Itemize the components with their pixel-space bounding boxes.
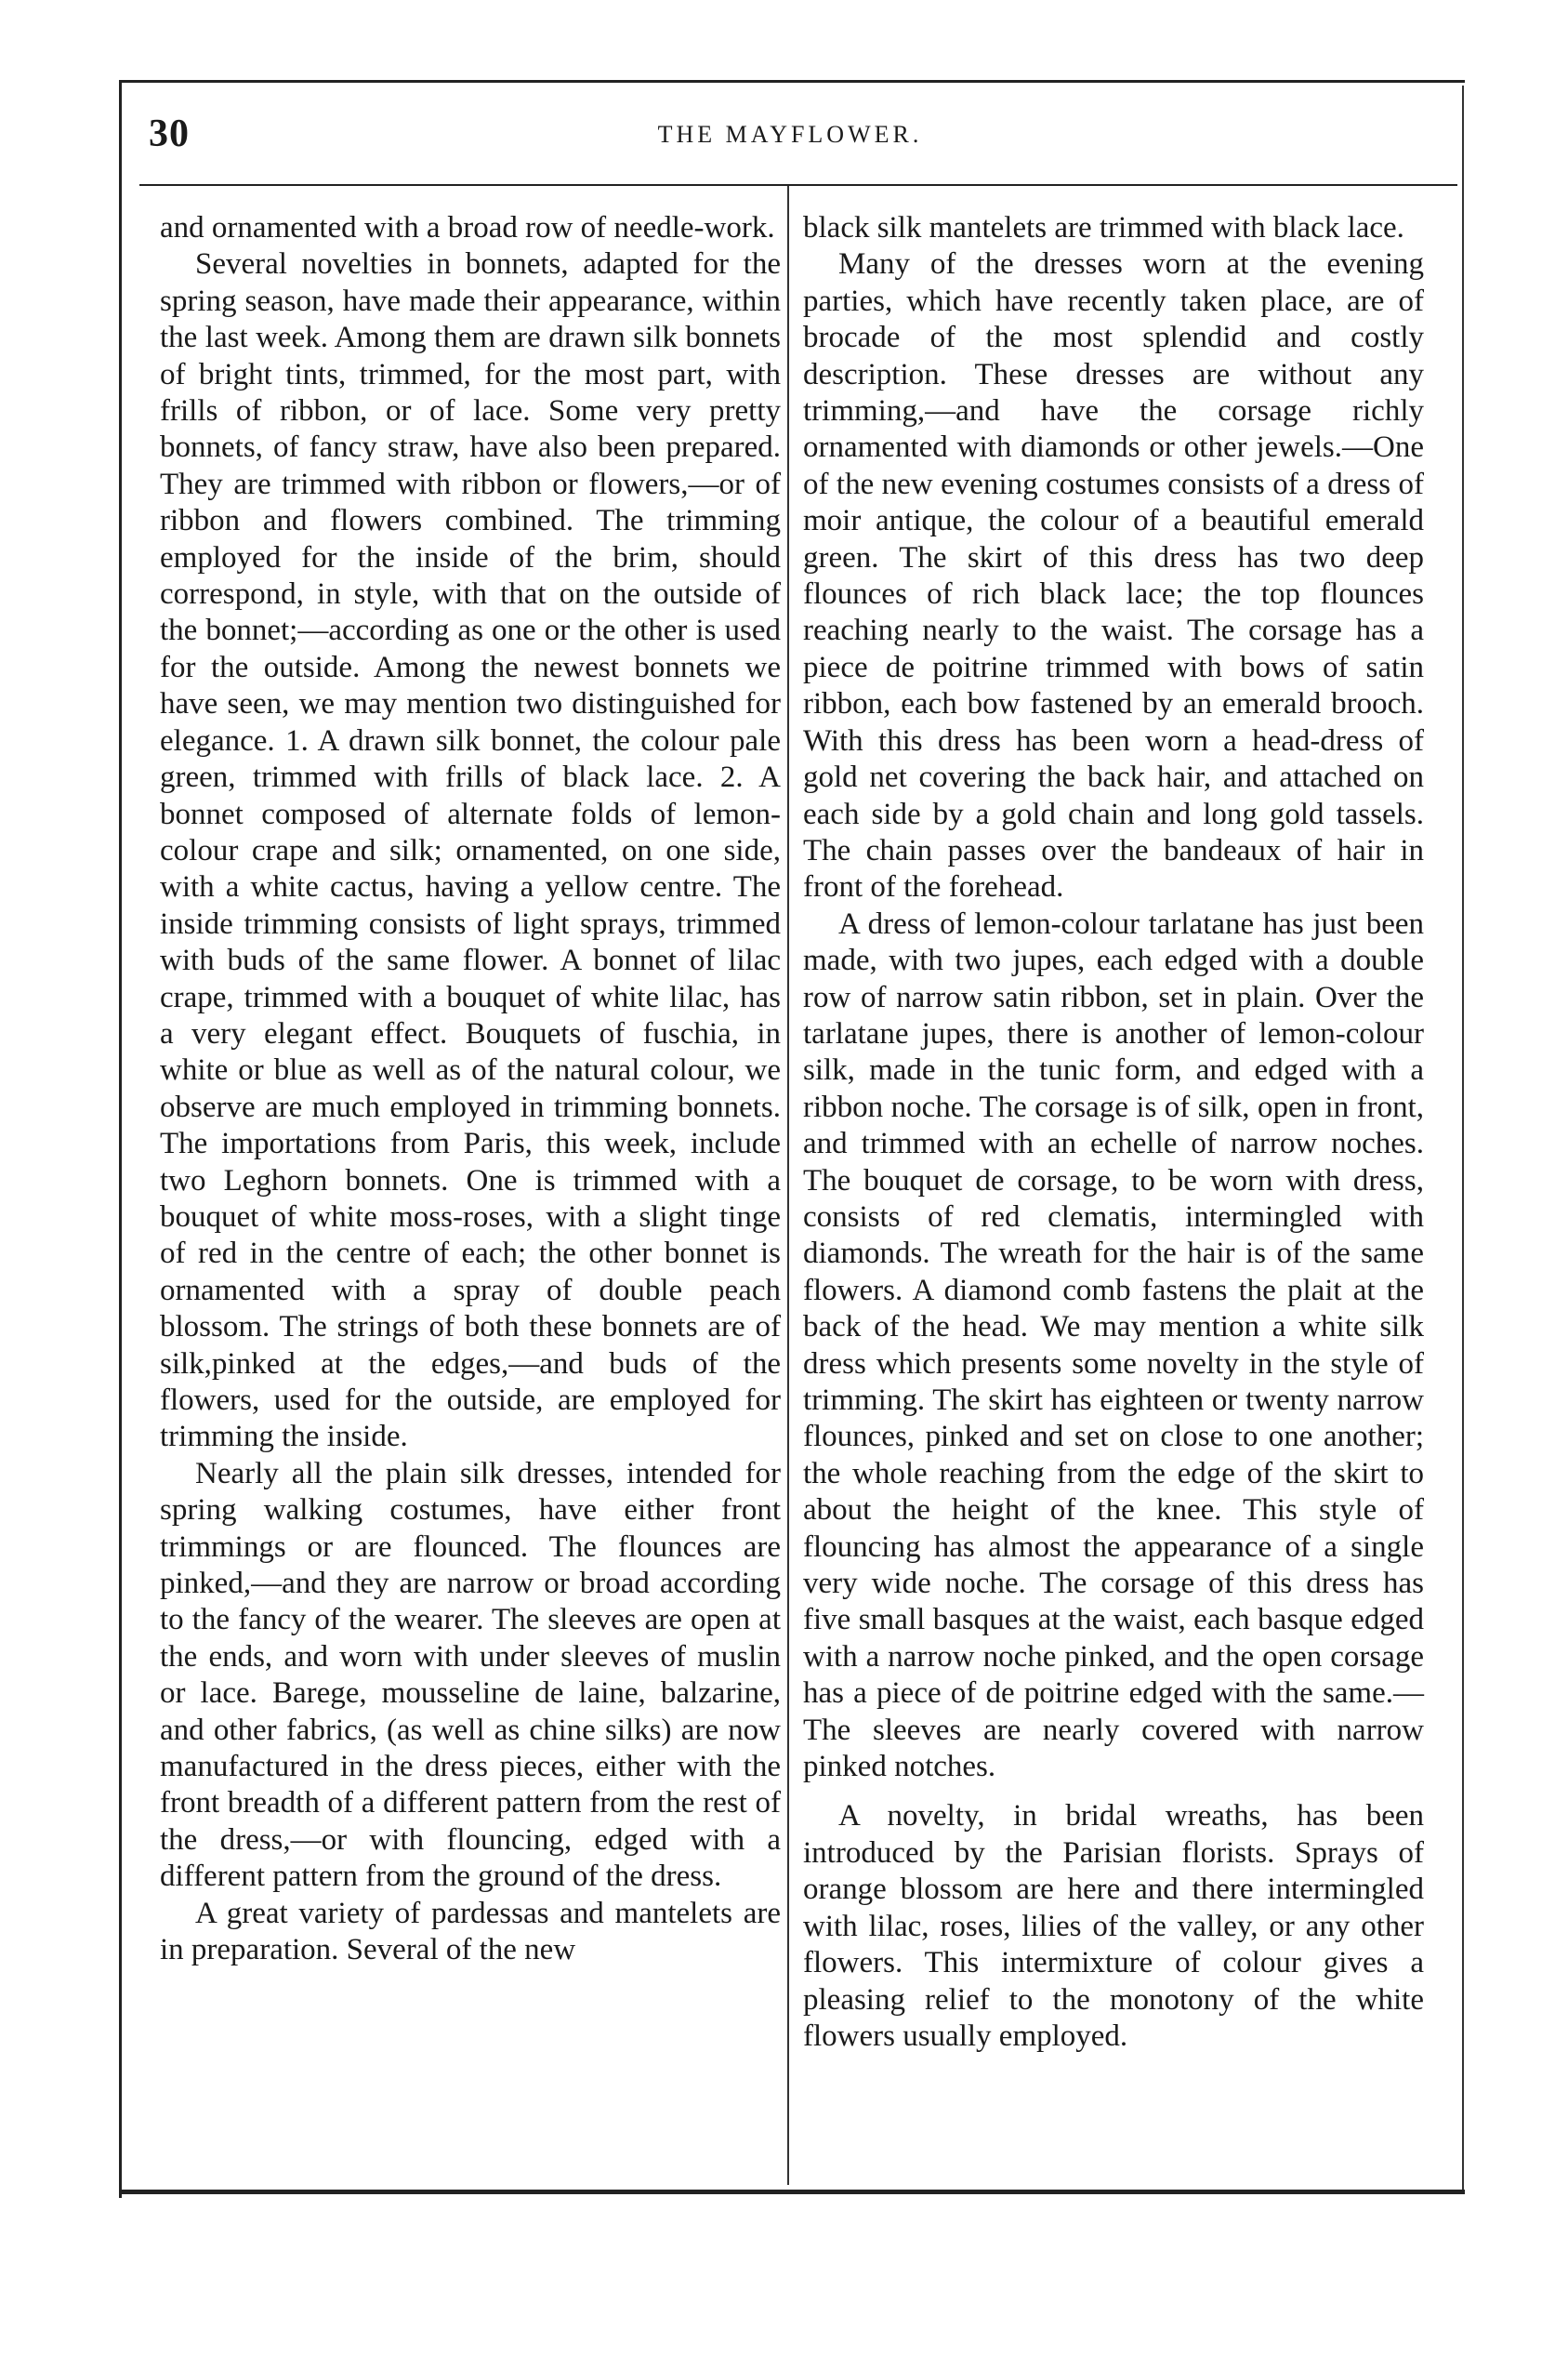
paragraph: A great variety of pardessas and mantelets are in preparation. Several of the new xyxy=(160,1896,781,1967)
frame-top-rule xyxy=(121,80,1465,83)
running-title: THE MAYFLOWER. xyxy=(657,121,923,148)
right-column xyxy=(803,210,1424,2055)
page-number: 30 xyxy=(149,113,190,155)
frame-bottom-rule xyxy=(121,2190,1465,2194)
frame-right-rule xyxy=(1462,86,1464,2191)
column-divider xyxy=(787,186,789,2185)
frame-left-rule xyxy=(119,80,122,2198)
paragraph: A dress of lemon-colour tarlatane has just been made, with two jupes, each edged with a double row of narrow satin ribbon, set in plain. Over the tarlatane jupes, there is another of lemon-colour silk, made in the tunic form, and edged with a ribbon noche. The corsage is of silk, open in front, and trimmed with an echelle of narrow noches. The bouquet de corsage, to be worn with dress, consists of red clematis, intermingled with diamonds. The wreath for the hair is of the same flowers. A diamond comb fastens the plait at the back of the head. We may mention a white silk dress which presents some novelty in the style of trimming. The skirt has eighteen or twenty narrow flounces, pinked and set on close to one another; the whole reaching from the edge of the skirt to about the height of the knee. This style of flouncing has almost the appearance of a single very wide noche. The corsage of this dress has five small basques at the waist, each basque edged with a narrow noche pinked, and the open corsage has a piece of de poitrine edged with the same.—The sleeves are nearly covered with narrow pinked notches. xyxy=(803,907,1424,1784)
paragraph: Several novelties in bonnets, adapted for the spring season, have made their appearance, within the last week. Among them are drawn silk bonnets of bright tints, trimmed, for the most part, with frills of ribbon, or of lace. Some very pretty bonnets, of fancy straw, have also been prepared. They are trimmed with ribbon or flowers,—or of ribbon and flowers combined. The trimming employed for the inside of the brim, should correspond, in style, with that on the outside of the bonnet;—according as one or the other is used for the outside. Among the newest bonnets we have seen, we may mention two distinguished for elegance. 1. A drawn silk bonnet, the colour pale green, trimmed with frills of black lace. 2. A bonnet composed of alternate folds of lemon-colour crape and silk; ornamented, on one side, with a white cactus, having a yellow centre. The inside trimming consists of light sprays, trimmed with buds of the same flower. A bonnet of lilac crape, trimmed with a bouquet of white lilac, has a very elegant effect. Bouquets of fuschia, in white or blue as well as of the natural colour, we observe are much employed in trimming bonnets. The importations from Paris, this week, include two Leghorn bonnets. One is trimmed with a bouquet of white moss-roses, with a slight tinge of red in the centre of each; the other bonnet is ornamented with a spray of double peach blossom. The strings of both these bonnets are of silk,pinked at the edges,—and buds of the flowers, used for the outside, are employed for trimming the inside. xyxy=(160,247,781,1454)
paragraph: and ornamented with a broad row of needle-work. xyxy=(160,211,775,245)
paragraph: A novelty, in bridal wreaths, has been introduced by the Parisian florists. Sprays of orange blossom are here and there intermingled with lilac, roses, lilies of the valley, or any other flowers. This intermixture of colour gives a pleasing relief to the monotony of the white flowers usually employed. xyxy=(803,1799,1424,2053)
header-rule xyxy=(139,184,1457,186)
paragraph: black silk mantelets are trimmed with black lace. xyxy=(803,211,1404,245)
paragraph: Many of the dresses worn at the evening parties, which have recently taken place, are of brocade of the most splendid and costly description. These dresses are without any trimming,—and have the corsage richly ornamented with diamonds or other jewels.—One of the new evening costumes consists of a dress of moir antique, the colour of a beautiful emerald green. The skirt of this dress has two deep flounces of rich black lace; the top flounces reaching nearly to the waist. The corsage has a piece de poitrine trimmed with bows of satin ribbon, each bow fastened by an emerald brooch. With this dress has been worn a head-dress of gold net covering the back hair, and attached on each side by a gold chain and long gold tassels. The chain passes over the bandeaux of hair in front of the forehead. xyxy=(803,247,1424,905)
paragraph: Nearly all the plain silk dresses, intended for spring walking costumes, have either front trimmings or are flounced. The flounces are pinked,—and they are narrow or broad according to the fancy of the wearer. The sleeves are open at the ends, and worn with under sleeves of muslin or lace. Barege, mousseline de laine, balzarine, and other fabrics, (as well as chine silks) are now manufactured in the dress pieces, either with the front breadth of a different pattern from the rest of the dress,—or with flouncing, edged with a different pattern from the ground of the dress. xyxy=(160,1456,781,1894)
left-column xyxy=(160,210,781,1969)
page-header xyxy=(139,112,1441,167)
